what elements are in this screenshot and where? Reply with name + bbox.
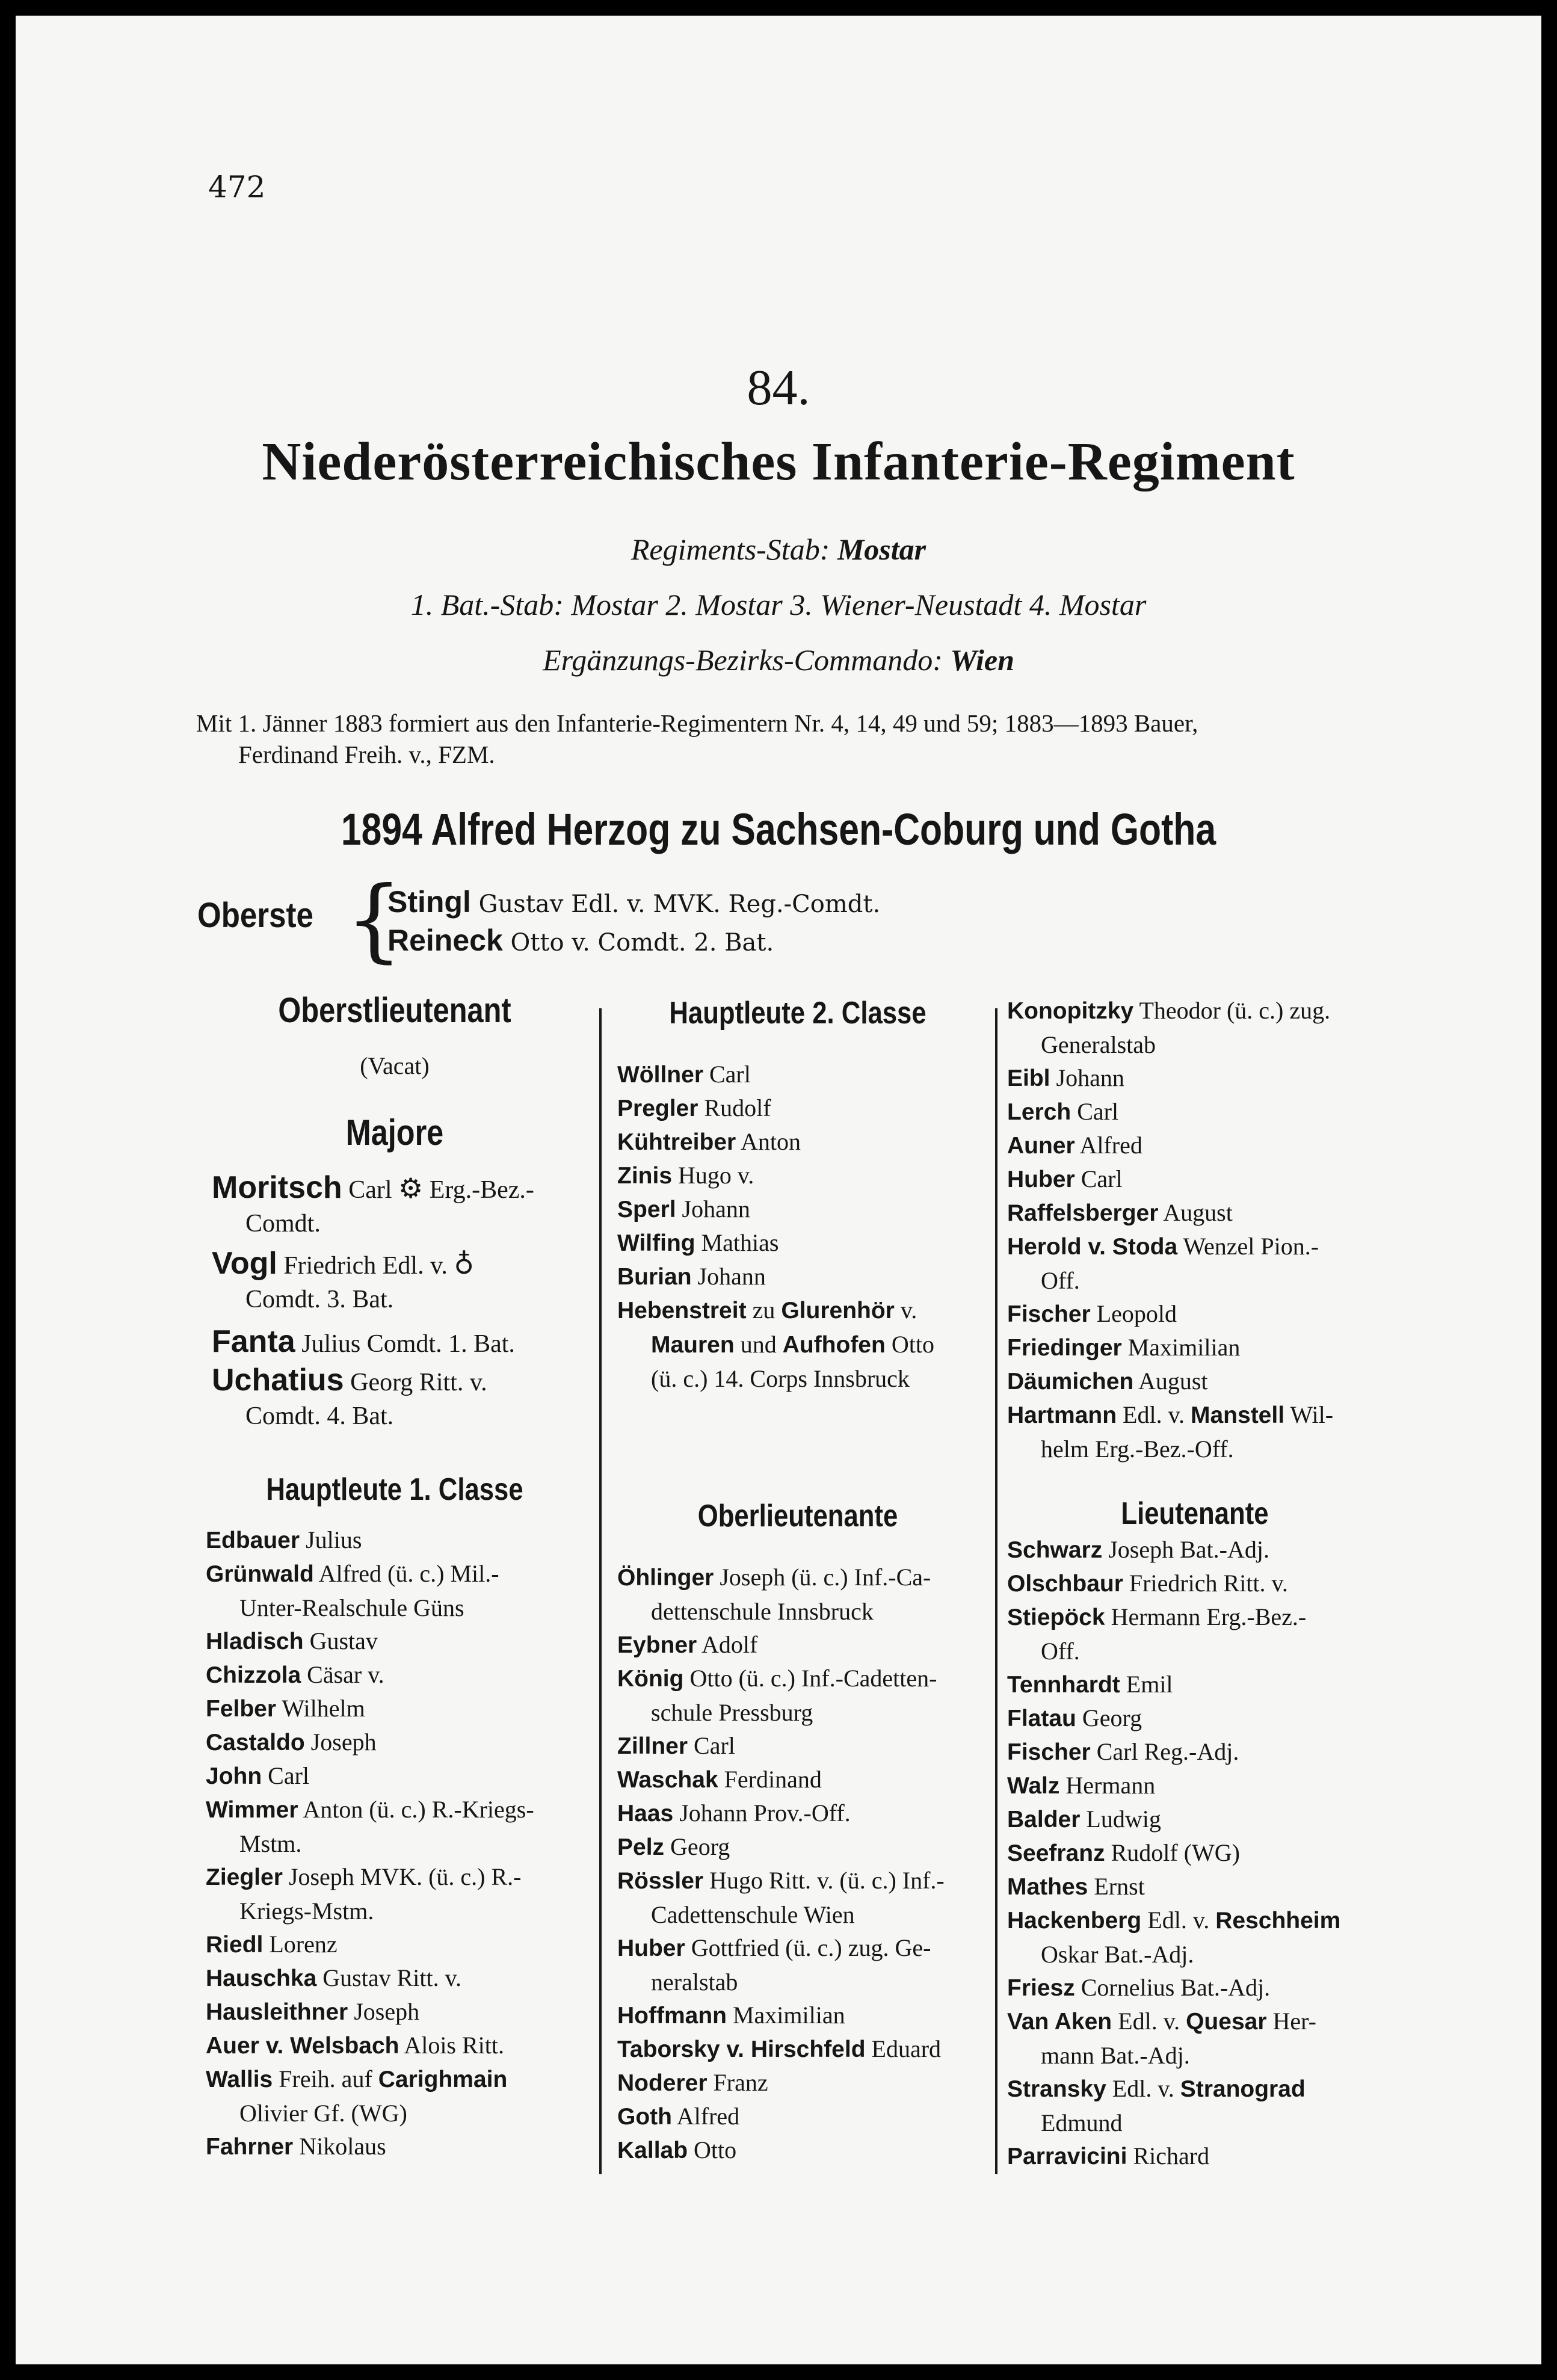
officer-entry	[1007, 1364, 1208, 1399]
officer-detail-cont: Unter-Realschule Güns	[239, 1594, 464, 1621]
officer-name: Wilfing	[617, 1230, 695, 1256]
oberst-name: Stingl	[387, 885, 471, 919]
officer-detail: Alfred	[1079, 1132, 1142, 1159]
lt-heading: Lieutenante	[1121, 1496, 1269, 1531]
officer-detail: Joseph	[310, 1728, 377, 1756]
officer-name: Eybner	[617, 1632, 697, 1658]
officer-entry	[1007, 1567, 1288, 1601]
officer-detail: Carl	[1081, 1165, 1123, 1192]
officer-entry	[617, 1763, 822, 1797]
officer-name: Zillner	[617, 1733, 688, 1759]
officer-detail: Joseph	[354, 1998, 420, 2025]
officer-detail-cont: Mstm.	[239, 1830, 302, 1857]
officer-name: Schwarz	[1007, 1537, 1103, 1563]
officer-name: Zinis	[617, 1163, 673, 1189]
officer-detail-cont: dettenschule Innsbruck	[651, 1598, 874, 1625]
officer-entry	[1007, 2072, 1306, 2140]
major-detail: Carl	[348, 1176, 392, 1204]
officer-detail: Alfred (ü. c.) Mil.-	[318, 1560, 499, 1587]
oberst-entry	[387, 923, 774, 958]
officer-name-2: Glurenhör	[781, 1298, 895, 1324]
erg-location: Wien	[950, 643, 1014, 677]
oberstlt-vacat: (Vacat)	[360, 1052, 430, 1079]
officer-detail-cont: Off.	[1041, 1638, 1080, 1665]
regiment-number: 84.	[747, 360, 810, 416]
officer-detail: Hugo Ritt. v. (ü. c.) Inf.-	[709, 1867, 945, 1894]
officer-detail: Johann Prov.-Off.	[679, 1799, 851, 1827]
officer-name: Huber	[617, 1935, 685, 1961]
officer-detail: Carl	[694, 1732, 735, 1759]
officer-name: Wallis	[206, 2067, 273, 2092]
officer-entry	[1007, 1904, 1340, 1972]
officer-name: Herold v. Stoda	[1007, 1234, 1178, 1260]
officer-entry	[617, 1729, 735, 1763]
officer-detail: Eduard	[871, 2035, 942, 2062]
officer-detail-3: und	[740, 1331, 777, 1358]
officer-detail-2: Her-	[1272, 2008, 1316, 2035]
officer-detail: Gustav Ritt. v.	[322, 1964, 462, 1991]
officer-detail: Mathias	[701, 1229, 779, 1256]
officer-name: Fischer	[1007, 1739, 1091, 1765]
officer-name: Auer v. Welsbach	[206, 2033, 399, 2059]
officer-detail: Maximilian	[732, 2002, 845, 2029]
officer-name: Konopitzky	[1007, 998, 1134, 1024]
officer-entry	[206, 1523, 362, 1558]
officer-entry	[206, 1995, 419, 2029]
officer-entry	[206, 1961, 461, 1996]
officer-entry	[617, 1260, 766, 1294]
officer-entry	[617, 1999, 845, 2033]
major-detail: Friedrich Edl. v.	[283, 1252, 448, 1280]
officer-entry	[206, 2130, 386, 2164]
officer-detail: Ernst	[1094, 1873, 1145, 1900]
officer-detail-cont: helm Erg.-Bez.-Off.	[1041, 1435, 1234, 1463]
officer-detail-cont: Off.	[1041, 1267, 1080, 1294]
officer-entry	[1007, 2005, 1316, 2073]
major-detail-cont: Comdt.	[245, 1210, 321, 1238]
officer-detail: August	[1138, 1367, 1208, 1395]
major-entry	[212, 1325, 515, 1361]
officer-detail-2: v.	[900, 1296, 917, 1324]
officer-name: Ziegler	[206, 1864, 283, 1890]
officer-detail: Joseph (ü. c.) Inf.-Ca-	[720, 1564, 931, 1591]
oblt-heading: Oberlieutenante	[697, 1499, 898, 1534]
officer-entry	[206, 1658, 384, 1692]
officer-entry	[206, 1860, 522, 1928]
officer-detail: Hermann	[1065, 1772, 1156, 1799]
officer-detail: Ludwig	[1086, 1805, 1161, 1833]
officer-entry	[1007, 1701, 1142, 1736]
officer-name: Mathes	[1007, 1874, 1088, 1900]
officer-name: Seefranz	[1007, 1840, 1105, 1866]
officer-detail: Richard	[1133, 2142, 1210, 2169]
officer-entry	[617, 1293, 934, 1396]
officer-detail-cont: Cadettenschule Wien	[651, 1901, 855, 1928]
officer-detail: Georg	[670, 1833, 730, 1860]
officer-entry	[1007, 1600, 1306, 1668]
officer-entry	[617, 1796, 851, 1831]
major-detail: Georg Ritt. v.	[350, 1369, 487, 1396]
officer-detail: Carl	[1077, 1098, 1119, 1125]
officer-name: Noderer	[617, 2070, 708, 2096]
officer-name: Burian	[617, 1264, 692, 1290]
major-detail-2: Erg.-Bez.-	[429, 1176, 534, 1204]
major-entry	[212, 1247, 474, 1316]
officer-entry	[617, 1125, 801, 1159]
officer-detail: Carl Reg.-Adj.	[1096, 1738, 1239, 1765]
officer-detail-cont: Generalstab	[1041, 1031, 1156, 1058]
officer-name: Däumichen	[1007, 1369, 1134, 1395]
officer-detail: Ferdinand	[724, 1766, 822, 1793]
hpt2-heading: Hauptleute 2. Classe	[669, 996, 926, 1031]
staff-label: Regiments-Stab:	[631, 532, 830, 566]
major-name: Vogl	[212, 1246, 277, 1281]
officer-entry	[1007, 2139, 1209, 2174]
officer-name: Walz	[1007, 1773, 1060, 1799]
officer-name-2: Manstell	[1191, 1402, 1285, 1428]
officer-detail: Friedrich Ritt. v.	[1129, 1570, 1288, 1597]
officer-entry	[206, 2029, 504, 2063]
officer-name-3: Mauren	[651, 1332, 735, 1358]
officer-name: Edbauer	[206, 1528, 300, 1553]
officer-name-2: Reschheim	[1215, 1908, 1341, 1934]
officer-entry	[1007, 1230, 1319, 1298]
officer-name: Lerch	[1007, 1099, 1071, 1125]
officer-detail-cont: (ü. c.) 14. Corps Innsbruck	[651, 1365, 910, 1392]
officer-name: Raffelsberger	[1007, 1200, 1159, 1226]
officer-detail: Gustav	[309, 1627, 378, 1654]
officer-name: Hebenstreit	[617, 1298, 747, 1324]
oberst-detail: Otto v. Comdt. 2. Bat.	[510, 929, 774, 957]
battalions-line: 1. Bat.-Stab: Mostar 2. Mostar 3. Wiener-Neustadt 4. Mostar	[410, 588, 1147, 621]
officer-name: Flatau	[1007, 1706, 1076, 1731]
officer-name: Van Aken	[1007, 2009, 1112, 2035]
officer-name: Friesz	[1007, 1975, 1075, 2001]
officer-detail: Johann	[682, 1195, 750, 1222]
officer-entry	[206, 1725, 377, 1760]
officer-detail: Maximilian	[1127, 1334, 1241, 1361]
officer-entry	[206, 1793, 534, 1861]
officer-entry	[206, 1928, 338, 1962]
officer-detail: August	[1163, 1199, 1233, 1226]
officer-detail: Edl. v.	[1123, 1401, 1185, 1428]
history-note	[196, 708, 1399, 770]
officer-detail: Carl	[709, 1061, 751, 1088]
officer-entry	[1007, 1870, 1145, 1904]
officer-name: König	[617, 1666, 684, 1692]
officer-detail: Edl. v.	[1112, 2075, 1174, 2102]
officer-detail-cont: Olivier Gf. (WG)	[239, 2100, 407, 2127]
staff-location: Mostar	[837, 532, 926, 566]
officer-entry	[1007, 1331, 1240, 1365]
officer-name: Hackenberg	[1007, 1908, 1142, 1934]
officer-entry	[617, 1662, 937, 1730]
oberst-name: Reineck	[387, 923, 503, 957]
officer-detail: Anton	[741, 1128, 801, 1155]
officer-entry	[1007, 1533, 1269, 1567]
officer-entry	[1007, 1061, 1124, 1096]
officer-name: Kallab	[617, 2138, 688, 2163]
officer-name: Taborsky v. Hirschfeld	[617, 2036, 866, 2062]
officer-detail-2: Wil-	[1290, 1401, 1334, 1428]
officer-name: Parravicini	[1007, 2144, 1127, 2169]
officer-name: Huber	[1007, 1167, 1075, 1192]
officer-name: Stransky	[1007, 2076, 1106, 2102]
major-detail-cont: Comdt. 3. Bat.	[245, 1286, 394, 1313]
officer-name: Hausleithner	[206, 1999, 348, 2025]
officer-entry	[1007, 1196, 1233, 1230]
officer-name: Felber	[206, 1696, 277, 1722]
officer-name: Hladisch	[206, 1629, 304, 1654]
regiment-title: Niederösterreichisches Infanterie-Regiment	[262, 432, 1295, 492]
officer-entry	[1007, 994, 1330, 1062]
officer-detail: Leopold	[1096, 1300, 1177, 1327]
major-name: Fanta	[212, 1324, 295, 1359]
officer-detail-cont: mann Bat.-Adj.	[1041, 2042, 1190, 2069]
officer-name-2: Stranograd	[1180, 2076, 1306, 2102]
officer-detail: Cornelius Bat.-Adj.	[1081, 1974, 1271, 2001]
officer-name: Chizzola	[206, 1662, 301, 1688]
officer-detail: Rudolf	[704, 1094, 771, 1121]
officer-name: Riedl	[206, 1932, 264, 1958]
officer-name: Rössler	[617, 1868, 704, 1894]
officer-detail: Nikolaus	[299, 2133, 386, 2160]
officer-entry	[1007, 1668, 1173, 1702]
oberst-detail: Gustav Edl. v. MVK. Reg.-Comdt.	[478, 890, 881, 918]
officer-detail: Julius	[306, 1526, 362, 1553]
major-detail-cont: Comdt. 4. Bat.	[245, 1402, 394, 1430]
officer-detail: Theodor (ü. c.) zug.	[1139, 997, 1331, 1024]
officer-name: Pelz	[617, 1834, 665, 1860]
major-entry	[212, 1171, 534, 1241]
officer-name: Goth	[617, 2104, 672, 2130]
officer-detail: Otto	[694, 2136, 737, 2163]
officer-detail: Hugo v.	[678, 1162, 754, 1189]
officer-name: Haas	[617, 1801, 674, 1827]
officer-detail: Adolf	[701, 1631, 758, 1658]
officer-detail: Hermann Erg.-Bez.-	[1111, 1603, 1307, 1630]
officer-detail: Edl. v.	[1118, 2008, 1180, 2035]
inhaber-heading: 1894 Alfred Herzog zu Sachsen-Coburg und Gotha	[341, 804, 1216, 854]
officer-entry	[206, 1759, 309, 1793]
officer-entry	[206, 1557, 499, 1625]
officer-name-4: Aufhofen	[782, 1332, 886, 1358]
officer-entry	[1007, 1802, 1161, 1837]
officer-name: Castaldo	[206, 1730, 305, 1756]
officer-entry	[617, 2032, 941, 2067]
officer-name-2: Quesar	[1186, 2009, 1267, 2035]
officer-detail: Alois Ritt.	[404, 2032, 505, 2059]
officer-entry	[206, 1624, 378, 1659]
officer-name: Hauschka	[206, 1965, 317, 1991]
officer-detail: Wenzel Pion.-	[1183, 1233, 1319, 1260]
officer-entry	[617, 1226, 778, 1260]
officer-detail: Cäsar v.	[307, 1661, 384, 1688]
major-detail: Julius Comdt. 1. Bat.	[301, 1330, 515, 1358]
history-line-1: Mit 1. Jänner 1883 formiert aus den Infanterie-Regimentern Nr. 4, 14, 49 und 59; 1883—1893 Bauer,	[196, 709, 1198, 737]
officer-name: Waschak	[617, 1767, 718, 1793]
officer-entry	[617, 1058, 751, 1092]
officer-entry	[617, 1091, 771, 1126]
officer-entry	[617, 2066, 768, 2100]
officer-name: Balder	[1007, 1807, 1081, 1833]
officer-entry	[617, 2133, 736, 2168]
officer-detail: Johann	[697, 1263, 766, 1290]
officer-detail: Emil	[1126, 1671, 1173, 1698]
officer-entry	[206, 1692, 365, 1726]
officer-detail-cont: neralstab	[651, 1968, 738, 1996]
officer-entry	[617, 1628, 757, 1662]
officer-entry	[1007, 1735, 1239, 1769]
officer-name: Pregler	[617, 1096, 698, 1121]
officer-detail: Johann	[1056, 1064, 1124, 1091]
erg-line	[16, 643, 1541, 677]
officer-entry	[1007, 1095, 1118, 1129]
officer-detail-cont: Kriegs-Mstm.	[239, 1898, 374, 1925]
column-divider-1	[599, 1008, 602, 2174]
officer-entry	[1007, 1162, 1123, 1197]
column-divider-2	[995, 1008, 997, 2174]
major-entry	[212, 1363, 487, 1433]
officer-name: Stiepöck	[1007, 1605, 1105, 1630]
officer-name: Eibl	[1007, 1065, 1050, 1091]
officer-entry	[617, 2100, 739, 2134]
officer-entry	[206, 2062, 507, 2130]
oberste-label: Oberste	[197, 896, 313, 935]
officer-detail-cont: Oskar Bat.-Adj.	[1041, 1941, 1194, 1968]
officer-detail: Franz	[713, 2069, 768, 2096]
officer-name: John	[206, 1763, 262, 1789]
officer-name: Kühtreiber	[617, 1129, 736, 1155]
officer-name: Grünwald	[206, 1561, 314, 1587]
oberstlt-heading: Oberstlieutenant	[278, 991, 511, 1030]
officer-detail: zu	[752, 1296, 775, 1324]
officer-detail: Rudolf (WG)	[1111, 1839, 1240, 1866]
officer-detail-cont: Edmund	[1041, 2109, 1123, 2136]
officer-entry	[1007, 1836, 1240, 1870]
officer-name: Hoffmann	[617, 2003, 727, 2029]
order-symbol-icon: ♁	[454, 1248, 475, 1280]
officer-entry	[617, 1830, 730, 1864]
officer-detail: Gottfried (ü. c.) zug. Ge-	[691, 1934, 931, 1961]
officer-name: Olschbaur	[1007, 1571, 1123, 1597]
officer-detail: Freih. auf	[279, 2065, 372, 2092]
officer-detail: Joseph Bat.-Adj.	[1108, 1536, 1269, 1563]
officer-name: Wimmer	[206, 1797, 298, 1823]
officer-detail: Carl	[268, 1762, 310, 1789]
history-line-2: Ferdinand Freih. v., FZM.	[238, 741, 495, 768]
hpt1-heading: Hauptleute 1. Classe	[266, 1472, 523, 1507]
officer-name: Tennhardt	[1007, 1672, 1120, 1698]
officer-entry	[617, 1864, 945, 1932]
officer-name: Fischer	[1007, 1301, 1091, 1327]
major-name: Moritsch	[212, 1170, 342, 1205]
officer-detail-4: Otto	[891, 1331, 934, 1358]
brace-symbol: {	[345, 868, 403, 972]
officer-entry	[617, 1159, 754, 1193]
officer-entry	[1007, 1398, 1333, 1466]
officer-detail-cont: schule Pressburg	[651, 1699, 813, 1726]
officer-entry	[1007, 1769, 1155, 1803]
regiment-staff-line	[16, 532, 1541, 567]
officer-name: Hartmann	[1007, 1402, 1117, 1428]
page-number: 472	[208, 170, 266, 205]
officer-detail: Joseph MVK. (ü. c.) R.-	[288, 1863, 522, 1890]
officer-name-2: Carighmain	[378, 2067, 508, 2092]
officer-entry	[617, 1931, 931, 1999]
officer-detail: Alfred	[676, 2103, 740, 2130]
officer-entry	[1007, 1129, 1142, 1163]
officer-name: Wöllner	[617, 1062, 703, 1088]
officer-detail: Lorenz	[269, 1931, 338, 1958]
officer-detail: Edl. v.	[1147, 1907, 1210, 1934]
erg-label: Ergänzungs-Bezirks-Commando:	[543, 643, 943, 677]
officer-name: Öhlinger	[617, 1565, 714, 1591]
document-page	[16, 16, 1541, 2364]
order-symbol-icon: ⚙	[398, 1172, 424, 1204]
officer-detail: Georg	[1082, 1704, 1142, 1731]
officer-entry	[617, 1192, 750, 1227]
officer-entry	[1007, 1971, 1270, 2005]
officer-detail: Otto (ü. c.) Inf.-Cadetten-	[689, 1665, 937, 1692]
majore-heading: Majore	[345, 1112, 444, 1153]
major-name: Uchatius	[212, 1363, 344, 1398]
officer-detail: Wilhelm	[282, 1695, 365, 1722]
officer-name: Sperl	[617, 1197, 676, 1222]
officer-name: Friedinger	[1007, 1335, 1122, 1361]
officer-name: Auner	[1007, 1133, 1075, 1159]
officer-entry	[617, 1561, 931, 1629]
officer-name: Fahrner	[206, 2134, 294, 2160]
officer-entry	[1007, 1297, 1177, 1331]
oberst-entry	[387, 884, 880, 919]
officer-detail: Anton (ü. c.) R.-Kriegs-	[303, 1796, 534, 1823]
